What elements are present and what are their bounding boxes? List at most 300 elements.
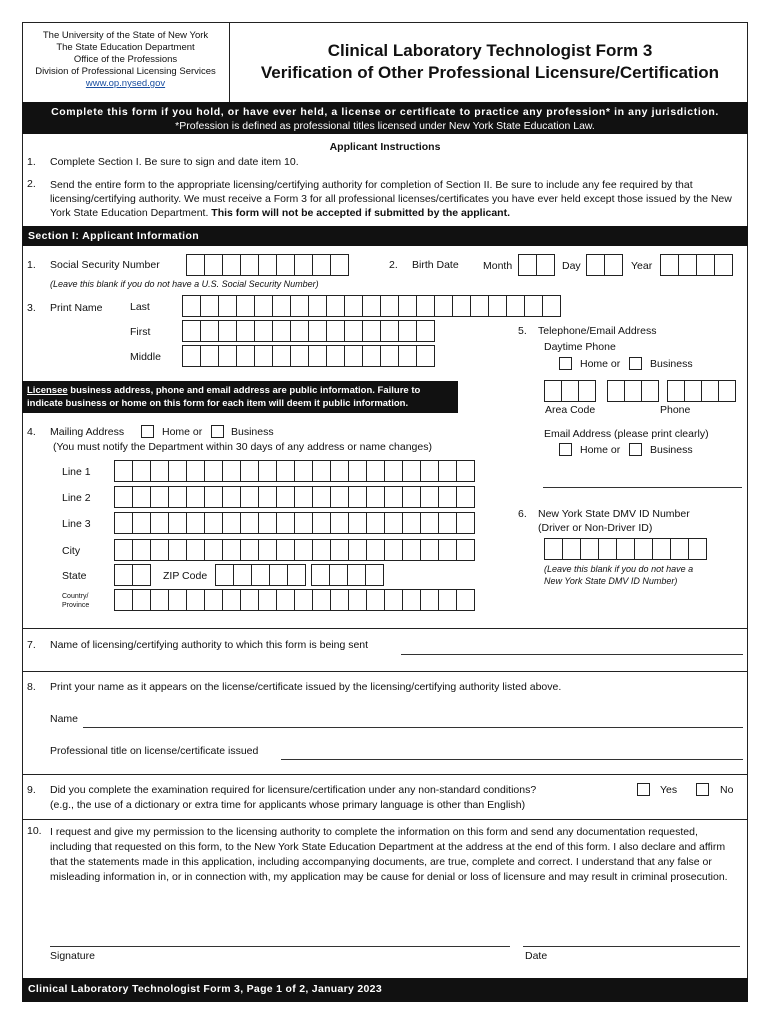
- first-name-box[interactable]: [362, 320, 381, 342]
- address-box[interactable]: [222, 486, 241, 508]
- city-box[interactable]: [348, 539, 367, 561]
- dmv-box[interactable]: [598, 538, 617, 560]
- state-box[interactable]: [132, 564, 151, 586]
- address-box[interactable]: [294, 512, 313, 534]
- license-name-input-line[interactable]: [83, 727, 743, 728]
- country-label-line1: Country/: [62, 593, 89, 600]
- address-box[interactable]: [204, 460, 223, 482]
- country-box[interactable]: [456, 589, 475, 611]
- middle-name-box[interactable]: [362, 345, 381, 367]
- year-box[interactable]: [714, 254, 733, 276]
- country-box[interactable]: [150, 589, 169, 611]
- address-box[interactable]: [204, 512, 223, 534]
- address-box[interactable]: [384, 486, 403, 508]
- zip-box[interactable]: [233, 564, 252, 586]
- middle-name-box[interactable]: [182, 345, 201, 367]
- address-box[interactable]: [348, 486, 367, 508]
- area-code-boxes[interactable]: [544, 380, 595, 402]
- country-boxes[interactable]: [114, 589, 474, 611]
- dmv-note-line2: New York State DMV ID Number): [544, 576, 678, 586]
- country-box[interactable]: [312, 589, 331, 611]
- city-box[interactable]: [150, 539, 169, 561]
- phone-box[interactable]: [607, 380, 625, 402]
- country-box[interactable]: [276, 589, 295, 611]
- address-box[interactable]: [348, 512, 367, 534]
- signature-label: Signature: [50, 950, 95, 962]
- country-box[interactable]: [348, 589, 367, 611]
- address-box[interactable]: [330, 512, 349, 534]
- ssn-box[interactable]: [312, 254, 331, 276]
- middle-name-boxes[interactable]: [182, 345, 434, 367]
- address-box[interactable]: [132, 460, 151, 482]
- address-box[interactable]: [186, 512, 205, 534]
- address-box[interactable]: [330, 460, 349, 482]
- middle-name-box[interactable]: [380, 345, 399, 367]
- telephone-email-label: Telephone/Email Address: [538, 325, 657, 337]
- country-box[interactable]: [402, 589, 421, 611]
- q5-number: 5.: [518, 325, 527, 337]
- last-name-box[interactable]: [254, 295, 273, 317]
- dmv-box[interactable]: [652, 538, 671, 560]
- month-box[interactable]: [536, 254, 555, 276]
- phone-boxes-1[interactable]: [607, 380, 658, 402]
- professional-title-label: Professional title on license/certificate issued: [50, 745, 259, 757]
- city-label: City: [62, 545, 81, 557]
- zip-ext-box[interactable]: [347, 564, 366, 586]
- address-line1-boxes[interactable]: [114, 460, 474, 482]
- state-label: State: [62, 570, 87, 582]
- dmv-note-line1: (Leave this blank if you do not have a: [544, 564, 694, 574]
- ssn-box[interactable]: [186, 254, 205, 276]
- city-box[interactable]: [330, 539, 349, 561]
- last-name-box[interactable]: [524, 295, 543, 317]
- month-box[interactable]: [518, 254, 537, 276]
- address-box[interactable]: [294, 460, 313, 482]
- middle-name-box[interactable]: [254, 345, 273, 367]
- country-box[interactable]: [114, 589, 133, 611]
- address-box[interactable]: [420, 512, 439, 534]
- banner-line1: Complete this form if you hold, or have ever held, a license or certificate to practice any profession* in any jurisdiction.: [51, 106, 719, 118]
- dmv-note: [544, 563, 693, 587]
- line2-label: Line 2: [62, 492, 91, 504]
- city-box[interactable]: [402, 539, 421, 561]
- email-home-checkbox[interactable]: [559, 443, 572, 456]
- city-box[interactable]: [438, 539, 457, 561]
- website-link[interactable]: www.op.nysed.gov: [85, 78, 166, 89]
- dmv-label: New York State DMV ID Number: [538, 508, 690, 520]
- ssn-box[interactable]: [294, 254, 313, 276]
- city-box[interactable]: [384, 539, 403, 561]
- day-label: Day: [562, 260, 581, 272]
- city-box[interactable]: [276, 539, 295, 561]
- exam-yes-checkbox[interactable]: [637, 783, 650, 796]
- address-home-label: Home or: [162, 426, 203, 438]
- country-box[interactable]: [258, 589, 277, 611]
- agency-block: [22, 22, 230, 102]
- phone-box[interactable]: [624, 380, 642, 402]
- agency-line: The State Education Department: [56, 42, 195, 53]
- phone-box[interactable]: [641, 380, 659, 402]
- email-home-label: Home or: [580, 444, 621, 456]
- birth-date-label: Birth Date: [412, 259, 459, 271]
- country-box[interactable]: [366, 589, 385, 611]
- address-box[interactable]: [402, 460, 421, 482]
- form-title-line1: Clinical Laboratory Technologist Form 3: [327, 41, 653, 60]
- country-box[interactable]: [186, 589, 205, 611]
- address-box[interactable]: [366, 460, 385, 482]
- dmv-box[interactable]: [688, 538, 707, 560]
- instructions-heading: Applicant Instructions: [329, 141, 441, 153]
- divider: [22, 774, 748, 775]
- authority-input-line[interactable]: [401, 654, 743, 655]
- address-box[interactable]: [186, 460, 205, 482]
- zip-box[interactable]: [269, 564, 288, 586]
- phone-box[interactable]: [667, 380, 685, 402]
- public-notice-underlined: Licensee: [27, 385, 68, 396]
- first-name-label: First: [130, 326, 151, 338]
- q2-number: 2.: [389, 259, 398, 271]
- address-note: (You must notify the Department within 30 days of any address or name changes): [53, 441, 432, 453]
- public-notice-text: business address, phone and email address are public information. Failure to indicate business or home on this form for each item will deem it public information.: [27, 385, 421, 409]
- dmv-box[interactable]: [562, 538, 581, 560]
- ssn-boxes[interactable]: [186, 254, 348, 276]
- country-box[interactable]: [168, 589, 187, 611]
- day-box[interactable]: [604, 254, 623, 276]
- city-box[interactable]: [222, 539, 241, 561]
- city-box[interactable]: [186, 539, 205, 561]
- city-boxes[interactable]: [114, 539, 474, 561]
- address-box[interactable]: [168, 486, 187, 508]
- address-home-checkbox[interactable]: [141, 425, 154, 438]
- middle-name-box[interactable]: [416, 345, 435, 367]
- address-box[interactable]: [132, 486, 151, 508]
- middle-name-box[interactable]: [236, 345, 255, 367]
- license-name-prompt: Print your name as it appears on the license/certificate issued by the licensing/certifying authority listed above.: [50, 681, 562, 693]
- address-box[interactable]: [348, 460, 367, 482]
- first-name-box[interactable]: [218, 320, 237, 342]
- city-box[interactable]: [312, 539, 331, 561]
- area-code-label: Area Code: [545, 404, 596, 416]
- zip-label: ZIP Code: [163, 570, 208, 582]
- zip-ext-boxes[interactable]: [311, 564, 383, 586]
- address-box[interactable]: [204, 486, 223, 508]
- eligibility-banner: [22, 102, 748, 134]
- instruction-2-bold: This form will not be accepted if submitted by the applicant.: [211, 207, 510, 219]
- last-name-box[interactable]: [362, 295, 381, 317]
- year-box[interactable]: [696, 254, 715, 276]
- zip-ext-box[interactable]: [311, 564, 330, 586]
- state-boxes[interactable]: [114, 564, 150, 586]
- address-box[interactable]: [276, 512, 295, 534]
- address-line2-boxes[interactable]: [114, 486, 474, 508]
- middle-name-box[interactable]: [200, 345, 219, 367]
- ssn-box[interactable]: [258, 254, 277, 276]
- address-box[interactable]: [186, 486, 205, 508]
- address-box[interactable]: [114, 512, 133, 534]
- mailing-address-label: Mailing Address: [50, 426, 125, 438]
- middle-name-box[interactable]: [272, 345, 291, 367]
- line1-label: Line 1: [62, 466, 91, 478]
- q8-number: 8.: [27, 681, 36, 693]
- ssn-box[interactable]: [222, 254, 241, 276]
- phone-boxes-2[interactable]: [667, 380, 735, 402]
- city-box[interactable]: [114, 539, 133, 561]
- address-box[interactable]: [312, 512, 331, 534]
- ssn-box[interactable]: [276, 254, 295, 276]
- zip-box[interactable]: [251, 564, 270, 586]
- month-boxes[interactable]: [518, 254, 554, 276]
- first-name-box[interactable]: [344, 320, 363, 342]
- middle-name-box[interactable]: [308, 345, 327, 367]
- address-box[interactable]: [132, 512, 151, 534]
- address-box[interactable]: [456, 512, 475, 534]
- address-box[interactable]: [150, 512, 169, 534]
- first-name-box[interactable]: [290, 320, 309, 342]
- address-box[interactable]: [258, 512, 277, 534]
- exam-no-checkbox[interactable]: [696, 783, 709, 796]
- ssn-note: (Leave this blank if you do not have a U.S. Social Security Number): [50, 279, 319, 289]
- public-info-notice: [22, 381, 458, 413]
- address-box[interactable]: [402, 486, 421, 508]
- last-name-box[interactable]: [218, 295, 237, 317]
- address-box[interactable]: [240, 512, 259, 534]
- first-name-box[interactable]: [326, 320, 345, 342]
- address-business-checkbox[interactable]: [211, 425, 224, 438]
- line3-label: Line 3: [62, 518, 91, 530]
- last-name-box[interactable]: [506, 295, 525, 317]
- attestation-text: I request and give my permission to the licensing authority to complete the information on this form and send any documentation requested, including that requested on this form, to the New York State Education Department at the address at the end of this form. I also declare and affirm that the statements made in this application, including accompanying documents, are true, complete and correct. I understand that any false or misleading information in, or in connection with, my application may be cause for denial or loss of licensure and may result in criminal prosecution.: [50, 826, 728, 883]
- last-name-boxes[interactable]: [182, 295, 560, 317]
- city-box[interactable]: [456, 539, 475, 561]
- last-name-box[interactable]: [380, 295, 399, 317]
- address-box[interactable]: [456, 486, 475, 508]
- instruction-num: 2.: [27, 178, 36, 190]
- country-box[interactable]: [384, 589, 403, 611]
- zip-boxes[interactable]: [215, 564, 305, 586]
- dmv-box[interactable]: [580, 538, 599, 560]
- year-box[interactable]: [678, 254, 697, 276]
- dmv-box[interactable]: [670, 538, 689, 560]
- section-1-title: Section I: Applicant Information: [22, 226, 748, 246]
- address-box[interactable]: [240, 486, 259, 508]
- q4-number: 4.: [27, 426, 36, 438]
- address-box[interactable]: [384, 512, 403, 534]
- phone-box[interactable]: [684, 380, 702, 402]
- license-name-label: Name: [50, 713, 79, 725]
- ssn-box[interactable]: [240, 254, 259, 276]
- instruction-1: Complete Section I. Be sure to sign and date item 10.: [50, 156, 299, 168]
- address-box[interactable]: [240, 460, 259, 482]
- instruction-num: 1.: [27, 156, 36, 168]
- phone-box[interactable]: [718, 380, 736, 402]
- address-box[interactable]: [222, 512, 241, 534]
- last-name-box[interactable]: [344, 295, 363, 317]
- address-box[interactable]: [258, 460, 277, 482]
- day-box[interactable]: [586, 254, 605, 276]
- last-name-box[interactable]: [416, 295, 435, 317]
- first-name-boxes[interactable]: [182, 320, 434, 342]
- last-name-box[interactable]: [326, 295, 345, 317]
- city-box[interactable]: [168, 539, 187, 561]
- address-box[interactable]: [420, 486, 439, 508]
- address-box[interactable]: [438, 512, 457, 534]
- middle-name-box[interactable]: [290, 345, 309, 367]
- address-box[interactable]: [150, 486, 169, 508]
- city-box[interactable]: [420, 539, 439, 561]
- address-box[interactable]: [114, 460, 133, 482]
- last-name-box[interactable]: [200, 295, 219, 317]
- zip-box[interactable]: [215, 564, 234, 586]
- address-line3-boxes[interactable]: [114, 512, 474, 534]
- dmv-box[interactable]: [634, 538, 653, 560]
- agency-line: Division of Professional Licensing Services: [35, 66, 216, 77]
- form-footer: Clinical Laboratory Technologist Form 3, Page 1 of 2, January 2023: [22, 978, 748, 1002]
- last-name-box[interactable]: [542, 295, 561, 317]
- address-box[interactable]: [312, 486, 331, 508]
- first-name-box[interactable]: [200, 320, 219, 342]
- last-name-box[interactable]: [236, 295, 255, 317]
- email-label: Email Address (please print clearly): [544, 428, 709, 440]
- zip-box[interactable]: [287, 564, 306, 586]
- first-name-box[interactable]: [416, 320, 435, 342]
- address-box[interactable]: [402, 512, 421, 534]
- ssn-label: Social Security Number: [50, 259, 160, 271]
- country-box[interactable]: [222, 589, 241, 611]
- instruction-2: [50, 178, 740, 220]
- address-box[interactable]: [330, 486, 349, 508]
- day-boxes[interactable]: [586, 254, 622, 276]
- email-business-checkbox[interactable]: [629, 443, 642, 456]
- address-box[interactable]: [222, 460, 241, 482]
- ssn-box[interactable]: [330, 254, 349, 276]
- address-business-label: Business: [231, 426, 274, 438]
- phone-box[interactable]: [701, 380, 719, 402]
- middle-name-box[interactable]: [398, 345, 417, 367]
- phone-business-checkbox[interactable]: [629, 357, 642, 370]
- address-box[interactable]: [438, 460, 457, 482]
- country-box[interactable]: [420, 589, 439, 611]
- address-box[interactable]: [420, 460, 439, 482]
- address-box[interactable]: [276, 460, 295, 482]
- address-box[interactable]: [312, 460, 331, 482]
- last-name-box[interactable]: [488, 295, 507, 317]
- address-box[interactable]: [366, 486, 385, 508]
- zip-ext-box[interactable]: [365, 564, 384, 586]
- date-input-line[interactable]: [523, 946, 740, 947]
- dmv-box[interactable]: [616, 538, 635, 560]
- signature-input-line[interactable]: [50, 946, 510, 947]
- zip-ext-box[interactable]: [329, 564, 348, 586]
- first-name-box[interactable]: [308, 320, 327, 342]
- divider: [22, 671, 748, 672]
- first-name-box[interactable]: [254, 320, 273, 342]
- year-boxes[interactable]: [660, 254, 732, 276]
- address-box[interactable]: [384, 460, 403, 482]
- address-box[interactable]: [438, 486, 457, 508]
- first-name-box[interactable]: [380, 320, 399, 342]
- country-box[interactable]: [240, 589, 259, 611]
- professional-title-input-line[interactable]: [281, 759, 743, 760]
- last-name-box[interactable]: [452, 295, 471, 317]
- ssn-box[interactable]: [204, 254, 223, 276]
- last-name-box[interactable]: [182, 295, 201, 317]
- year-box[interactable]: [660, 254, 679, 276]
- middle-name-box[interactable]: [344, 345, 363, 367]
- first-name-box[interactable]: [182, 320, 201, 342]
- authority-label: Name of licensing/certifying authority to which this form is being sent: [50, 639, 369, 651]
- address-box[interactable]: [168, 512, 187, 534]
- area-code-box[interactable]: [544, 380, 562, 402]
- last-name-box[interactable]: [398, 295, 417, 317]
- instruction-2-text: Send the entire form to the appropriate licensing/certifying authority for completion of Section II. Be sure to include any fee required by that licensing/certifying authority. We must receive a Form 3 for all professional licenses/certificates you have ever held except those issued by the New York State Education Department.: [50, 179, 732, 219]
- last-name-box[interactable]: [290, 295, 309, 317]
- last-name-box[interactable]: [434, 295, 453, 317]
- first-name-box[interactable]: [272, 320, 291, 342]
- area-code-box[interactable]: [578, 380, 596, 402]
- form-title-line2: Verification of Other Professional Licensure/Certification: [260, 63, 720, 82]
- city-box[interactable]: [240, 539, 259, 561]
- area-code-box[interactable]: [561, 380, 579, 402]
- first-name-box[interactable]: [236, 320, 255, 342]
- country-box[interactable]: [132, 589, 151, 611]
- country-box[interactable]: [438, 589, 457, 611]
- address-box[interactable]: [168, 460, 187, 482]
- first-name-box[interactable]: [398, 320, 417, 342]
- address-box[interactable]: [456, 460, 475, 482]
- dmv-sub-label: (Driver or Non-Driver ID): [538, 522, 653, 534]
- address-box[interactable]: [366, 512, 385, 534]
- phone-home-checkbox[interactable]: [559, 357, 572, 370]
- country-box[interactable]: [294, 589, 313, 611]
- city-box[interactable]: [366, 539, 385, 561]
- q6-number: 6.: [518, 508, 527, 520]
- country-box[interactable]: [330, 589, 349, 611]
- last-name-box[interactable]: [470, 295, 489, 317]
- year-label: Year: [631, 260, 653, 272]
- middle-name-box[interactable]: [218, 345, 237, 367]
- email-input-line[interactable]: [543, 487, 742, 488]
- print-name-label: Print Name: [50, 302, 103, 314]
- daytime-phone-label: Daytime Phone: [544, 341, 616, 353]
- address-box[interactable]: [276, 486, 295, 508]
- address-box[interactable]: [258, 486, 277, 508]
- address-box[interactable]: [150, 460, 169, 482]
- q1-number: 1.: [27, 259, 36, 271]
- phone-label: Phone: [660, 404, 691, 416]
- middle-name-label: Middle: [130, 351, 161, 363]
- dmv-boxes[interactable]: [544, 538, 706, 560]
- country-label-line2: Province: [62, 602, 90, 609]
- agency-line: Office of the Professions: [73, 54, 178, 65]
- state-box[interactable]: [114, 564, 133, 586]
- divider: [22, 819, 748, 820]
- middle-name-box[interactable]: [326, 345, 345, 367]
- address-box[interactable]: [114, 486, 133, 508]
- last-name-box[interactable]: [308, 295, 327, 317]
- last-name-box[interactable]: [272, 295, 291, 317]
- dmv-box[interactable]: [544, 538, 563, 560]
- city-box[interactable]: [132, 539, 151, 561]
- city-box[interactable]: [258, 539, 277, 561]
- city-box[interactable]: [204, 539, 223, 561]
- country-box[interactable]: [204, 589, 223, 611]
- address-box[interactable]: [294, 486, 313, 508]
- month-label: Month: [483, 260, 513, 272]
- q7-number: 7.: [27, 639, 36, 651]
- form-title: [232, 40, 748, 84]
- city-box[interactable]: [294, 539, 313, 561]
- exam-yes-label: Yes: [660, 784, 678, 796]
